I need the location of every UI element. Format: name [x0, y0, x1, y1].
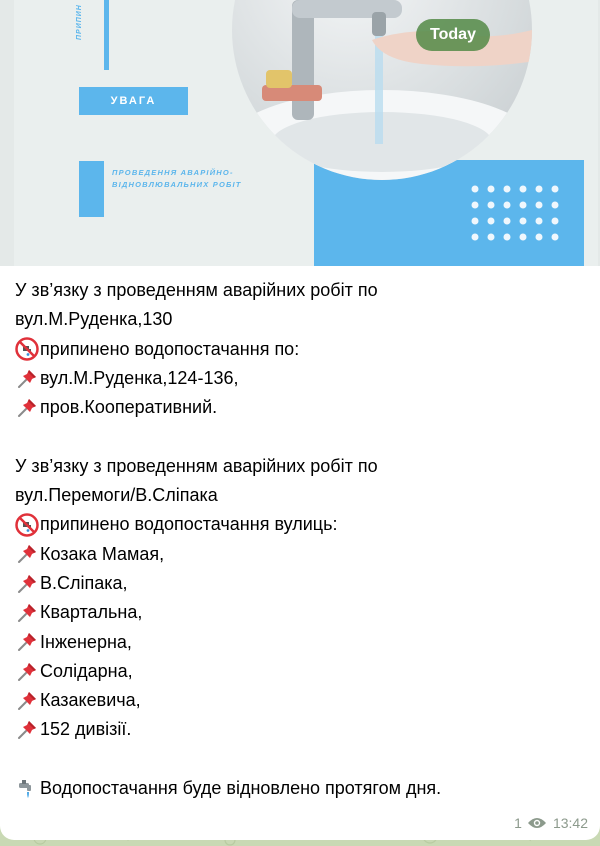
message-line [15, 686, 590, 715]
message-line-text: пров.Кооперативний. [40, 397, 218, 418]
message-line [15, 452, 590, 481]
date-pill: Today [416, 19, 490, 51]
pushpin-icon [15, 718, 39, 742]
message-line [15, 510, 590, 539]
message-line [15, 335, 590, 364]
message-line [15, 540, 590, 569]
message-line-text: вул.Перемоги/В.Сліпака [15, 485, 218, 506]
message-line [15, 364, 590, 393]
pushpin-icon [15, 396, 39, 420]
message-line [15, 305, 590, 334]
message-line [15, 422, 590, 451]
message-line [15, 481, 590, 510]
message-line-text: 152 дивізії. [40, 719, 132, 740]
no-water-icon [15, 337, 39, 361]
pushpin-icon [15, 660, 39, 684]
message-line [15, 598, 590, 627]
message-line [15, 657, 590, 686]
poster-vertical-caption: ПРИПИН [76, 4, 83, 40]
pushpin-icon [15, 367, 39, 391]
pushpin-icon [15, 689, 39, 713]
message-line-text: припинено водопостачання вулиць: [40, 514, 338, 535]
poster-accent-bar [104, 0, 109, 70]
message-line-text: Козака Мамая, [40, 543, 165, 564]
message-line [15, 393, 590, 422]
poster-accent-block [79, 161, 104, 217]
poster-dot-grid [469, 183, 569, 253]
message-line-text: Солідарна, [40, 660, 133, 681]
message-line-text: вул.М.Руденка,124-136, [40, 367, 239, 388]
eye-icon [527, 816, 547, 830]
no-water-icon [15, 513, 39, 537]
message-line-text: Квартальна, [40, 602, 143, 623]
faucet-icon [15, 777, 39, 801]
pushpin-icon [15, 572, 39, 596]
poster-badge: УВАГА [79, 87, 188, 115]
message-line-text: У зв’язку з проведенням аварійних робіт по [15, 455, 378, 476]
message-line [15, 569, 590, 598]
message-image[interactable] [0, 0, 600, 266]
message-line-text: В.Сліпака, [40, 572, 128, 593]
message-time: 13:42 [552, 815, 588, 831]
view-count: 1 [514, 815, 522, 831]
message-line [15, 276, 590, 305]
message-line-text: Водопостачання буде відновлено протягом дня. [40, 778, 442, 799]
message-line-text: У зв’язку з проведенням аварійних робіт по [15, 280, 378, 300]
message-line [15, 745, 590, 774]
announcement-poster [14, 0, 598, 266]
pushpin-icon [15, 601, 39, 625]
poster-caption: ПРОВЕДЕННЯ АВАРІЙНО-ВІДНОВЛЮВАЛЬНИХ РОБІТ [112, 168, 242, 189]
message-text [15, 276, 590, 803]
pushpin-icon [15, 630, 39, 654]
message-line [15, 628, 590, 657]
message-meta [514, 813, 588, 833]
pushpin-icon [15, 542, 39, 566]
message-line [15, 715, 590, 744]
message-line-text: Казакевича, [40, 690, 141, 711]
message-line-text: Інженерна, [40, 631, 132, 652]
message-line-text: припинено водопостачання по: [40, 338, 300, 359]
message-line [15, 774, 590, 803]
message-line-text: вул.М.Руденка,130 [15, 309, 173, 330]
